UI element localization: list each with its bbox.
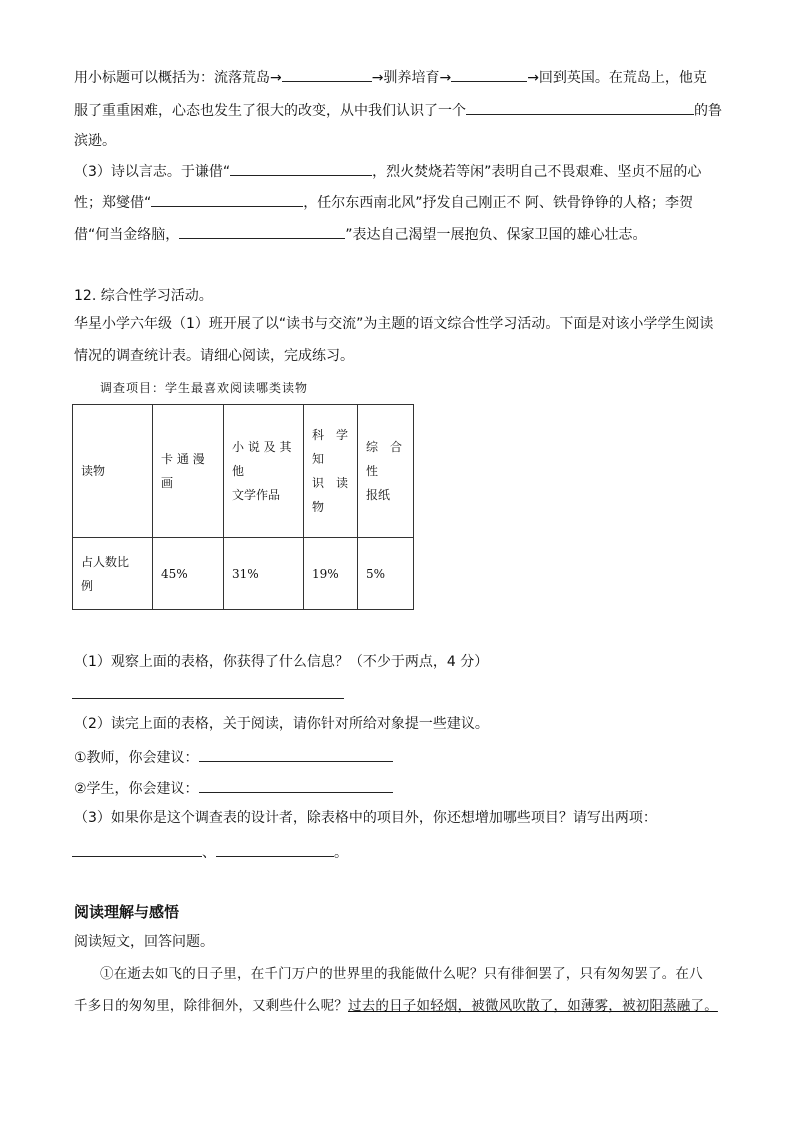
table-cell-science — [304, 405, 358, 538]
answer-blank-teacher[interactable] — [199, 746, 393, 762]
q11-part3-line2 — [74, 191, 693, 213]
q12-sub1: （1）观察上面的表格，你获得了什么信息？（不少于两点，4 分） — [74, 654, 489, 670]
student-label: ②学生，你会建议： — [74, 781, 199, 797]
answer-blank-5[interactable] — [151, 191, 303, 207]
table-cell-value: 19% — [304, 538, 358, 610]
q11-line2-text-a: 服了重重困难，心态也发生了很大的改变，从中我们认识了一个 — [74, 103, 466, 119]
table-cell-value: 31% — [224, 538, 304, 610]
cell-text: 文学作品 — [232, 488, 281, 502]
answer-blank-3[interactable] — [466, 99, 694, 115]
answer-blank-item2[interactable] — [216, 841, 334, 857]
cell-text: 他 — [232, 464, 245, 478]
table-caption: 调查项目：学生最喜欢阅读哪类读物 — [100, 381, 309, 395]
q11-p3-line3-text-a: 借“何当金络脑， — [74, 227, 180, 243]
q12-intro-line1: 华星小学六年级（1）班开展了以“读书与交流”为主题的语文综合性学习活动。下面是对该小学学生阅读 — [74, 316, 714, 332]
cell-text: 画 — [161, 476, 174, 490]
q12-sub3: （3）如果你是这个调查表的设计者，除表格中的项目外，你还想增加哪些项目？请写出两项： — [74, 810, 657, 826]
cell-text: 知 — [312, 452, 325, 466]
end-mark: 。 — [334, 845, 348, 861]
q12-sub3-answer-line — [72, 841, 348, 863]
reading-para2 — [74, 996, 718, 1016]
underlined-sentence: 过去的日子如轻烟，被微风吹散了，如薄雾，被初阳蒸融了。 — [348, 998, 718, 1014]
q11-part3-line3 — [74, 223, 647, 245]
survey-table — [72, 404, 414, 610]
table-cell-novels — [224, 405, 304, 538]
q11-p3-line1-text-b: ，烈火焚烧若等闲”表明自己不畏艰难、坚贞不屈的心 — [372, 164, 702, 180]
q12-heading: 12. 综合性学习活动。 — [74, 288, 213, 304]
section-heading: 阅读理解与感悟 — [74, 903, 180, 921]
q11-p3-line2-text-a: 性；郑燮借“ — [74, 195, 152, 211]
table-cell-header-label — [73, 405, 153, 538]
cell-text: 占人数比 — [81, 554, 130, 569]
table-cell-cartoon — [153, 405, 224, 538]
cell-text: 卡 通 漫 — [161, 452, 205, 466]
table-row-categories — [73, 405, 414, 538]
table-row-percentages — [73, 538, 414, 610]
q11-p3-line3-text-b: ”表达自己渴望一展抱负、保家卫国的雄心壮志。 — [345, 227, 647, 243]
q11-line2 — [74, 99, 722, 121]
q11-line3: 滨逊。 — [74, 133, 116, 149]
reading-para1: ①在逝去如飞的日子里，在千门万户的世界里的我能做什么呢？只有徘徊罢了，只有匆匆罢了。在八 — [100, 966, 703, 982]
cell-text: 识 读 — [312, 476, 349, 490]
answer-blank-item1[interactable] — [72, 841, 202, 857]
answer-blank-6[interactable] — [179, 223, 345, 239]
q11-line1-text-a: 用小标题可以概括为：流落荒岛→ — [74, 70, 282, 86]
q11-line1-text-b: →驯养培育→ — [371, 70, 452, 86]
table-cell-value: 5% — [358, 538, 414, 610]
q11-p3-line1-text-a: （3）诗以言志。于谦借“ — [74, 164, 231, 180]
answer-blank-student[interactable] — [199, 777, 393, 793]
q11-line1 — [74, 66, 707, 88]
q12-teacher-line — [74, 746, 393, 768]
q11-line1-text-c: →回到英国。在荒岛上，他克 — [527, 70, 707, 86]
answer-blank-1[interactable] — [282, 66, 372, 82]
answer-line-sub1[interactable] — [72, 698, 344, 699]
cell-text: 小 说 及 其 — [232, 440, 292, 454]
cell-text: 科 学 — [312, 428, 349, 442]
cell-text: 物 — [312, 500, 325, 514]
reading-para2-text: 千多日的匆匆里，除徘徊外，又剩些什么呢？ — [74, 998, 348, 1014]
q12-sub2: （2）读完上面的表格，关于阅读，请你针对所给对象提一些建议。 — [74, 716, 489, 732]
teacher-label: ①教师，你会建议： — [74, 750, 199, 766]
reading-instruction: 阅读短文，回答问题。 — [74, 934, 214, 950]
answer-blank-2[interactable] — [451, 66, 527, 82]
cell-text: 性 — [366, 464, 379, 478]
q11-line2-text-b: 的鲁 — [694, 103, 722, 119]
cell-text: 报纸 — [366, 488, 391, 502]
answer-blank-4[interactable] — [230, 160, 372, 176]
q12-student-line — [74, 777, 393, 799]
cell-text: 综 合 — [366, 440, 403, 454]
q11-part3-line1 — [74, 160, 701, 182]
row-header-reading-material: 读物 — [81, 464, 106, 478]
separator: 、 — [202, 845, 216, 861]
q11-p3-line2-text-b: ，任尔东西南北风”抒发自己刚正不 阿、铁骨铮铮的人格；李贺 — [303, 195, 693, 211]
table-cell-value: 45% — [153, 538, 224, 610]
table-cell-ratio-label — [73, 538, 153, 610]
table-cell-newspaper — [358, 405, 414, 538]
q12-intro-line2: 情况的调查统计表。请细心阅读，完成练习。 — [74, 348, 354, 364]
cell-text: 例 — [81, 578, 94, 593]
